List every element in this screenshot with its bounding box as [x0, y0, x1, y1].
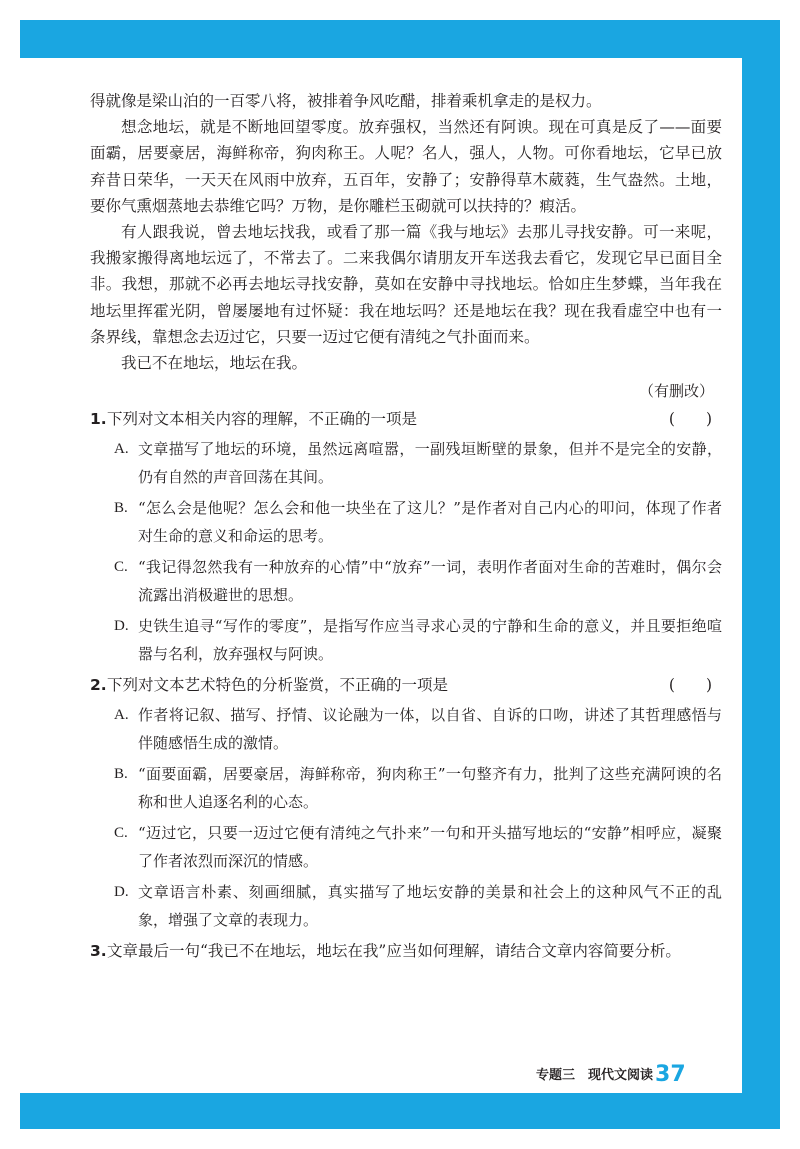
option-a: [114, 436, 722, 491]
question-3: [90, 938, 722, 964]
question-number: 3.: [90, 942, 107, 961]
page-number: 37: [655, 1062, 686, 1087]
option-letter: C.: [114, 559, 128, 576]
option-b: [114, 495, 722, 550]
option-text: “迈过它，只要一迈过它便有清纯之气扑来”一句和开头描写地坛的“安静”相呼应，凝聚了作者浓烈而深沉的情感。: [138, 824, 722, 870]
option-letter: B.: [114, 500, 128, 517]
option-text: “我记得忽然我有一种放弃的心情”中“放弃”一词，表明作者面对生命的苦难时，偶尔会流露出消极避世的思想。: [138, 558, 722, 604]
option-text: 文章描写了地坛的环境，虽然远离喧嚣，一副残垣断壁的景象，但并不是完全的安静，仍有自然的声音回荡在其间。: [138, 440, 722, 486]
option-text: 史铁生追寻“写作的零度”，是指写作应当寻求心灵的宁静和生命的意义，并且要拒绝喧嚣与名利，放弃强权与阿谀。: [138, 617, 722, 663]
option-letter: C.: [114, 825, 128, 842]
option-letter: B.: [114, 766, 128, 783]
option-a: [114, 702, 722, 757]
section-title: 专题三 现代文阅读: [536, 1068, 654, 1083]
answer-bracket: ( ): [668, 676, 712, 695]
passage-paragraph: 得就像是梁山泊的一百零八将，被排着争风吃醋，排着乘机拿走的是权力。: [90, 92, 602, 110]
option-c: [114, 820, 722, 875]
question-2-options: [90, 702, 722, 934]
option-letter: A.: [114, 707, 129, 724]
option-letter: D.: [114, 884, 129, 901]
question-stem: 下列对文本艺术特色的分析鉴赏，不正确的一项是: [107, 676, 449, 695]
top-border-bar: [20, 20, 780, 58]
source-note: （有删改）: [638, 382, 714, 401]
option-c: [114, 554, 722, 609]
passage-paragraph: 有人跟我说，曾去地坛找我，或看了那一篇《我与地坛》去那儿寻找安静。可一来呢，我搬家搬得离地坛远了，不常去了。二来我偶尔请朋友开车送我去看它，发现它早已面目全非。我想，那就不必再去地坛寻找安静，莫如在安静中寻找地坛。恰如庄生梦蝶，当年我在地坛里挥霍光阴，曾屡屡地有过怀疑：我在地坛吗？还是地坛在我？现在我看虚空中也有一条界线，靠想念去迈过它，只要一迈过它便有清纯之气扑面而来。: [90, 223, 722, 346]
answer-bracket: ( ): [668, 410, 712, 429]
page-content: [90, 88, 722, 964]
question-number: 2.: [90, 676, 107, 695]
page-footer: [536, 1062, 686, 1087]
passage-paragraph: 我已不在地坛，地坛在我。: [121, 354, 308, 373]
reading-passage: [90, 88, 722, 376]
option-text: 作者将记叙、描写、抒情、议论融为一体，以自省、自诉的口吻，讲述了其哲理感悟与伴随感悟生成的激情。: [138, 706, 722, 752]
passage-paragraph: 想念地坛，就是不断地回望零度。放弃强权，当然还有阿谀。现在可真是反了——面要面霸，居要豪居，海鲜称帝，狗肉称王。人呢？名人，强人，人物。可你看地坛，它早已放弃昔日荣华，一天天在风雨中放弃，五百年，安静了；安静得草木葳蕤，生气盎然。土地，要你气熏烟蒸地去恭维它吗？万物，是你雕栏玉砌就可以扶持的？瘕活。: [90, 118, 722, 215]
question-2: [90, 672, 722, 698]
option-b: [114, 761, 722, 816]
option-text: “怎么会是他呢？怎么会和他一块坐在了这儿？”是作者对自己内心的叩问，体现了作者对生命的意义和命运的思考。: [138, 499, 722, 545]
bottom-border-bar: [20, 1093, 780, 1129]
right-border-bar: [742, 20, 780, 1129]
option-text: 文章语言朴素、刻画细腻，真实描写了地坛安静的美景和社会上的这种风气不正的乱象，增强了文章的表现力。: [138, 883, 722, 929]
question-stem: 下列对文本相关内容的理解，不正确的一项是: [107, 410, 418, 429]
question-1-options: [90, 436, 722, 668]
option-text: “面要面霸，居要豪居，海鲜称帝，狗肉称王”一句整齐有力，批判了这些充满阿谀的名称和世人追逐名利的心态。: [138, 765, 722, 811]
question-1: [90, 406, 722, 432]
option-letter: D.: [114, 618, 129, 635]
option-d: [114, 613, 722, 668]
question-number: 1.: [90, 410, 107, 429]
option-letter: A.: [114, 441, 129, 458]
option-d: [114, 879, 722, 934]
question-stem: 文章最后一句“我已不在地坛，地坛在我”应当如何理解，请结合文章内容简要分析。: [107, 942, 681, 961]
